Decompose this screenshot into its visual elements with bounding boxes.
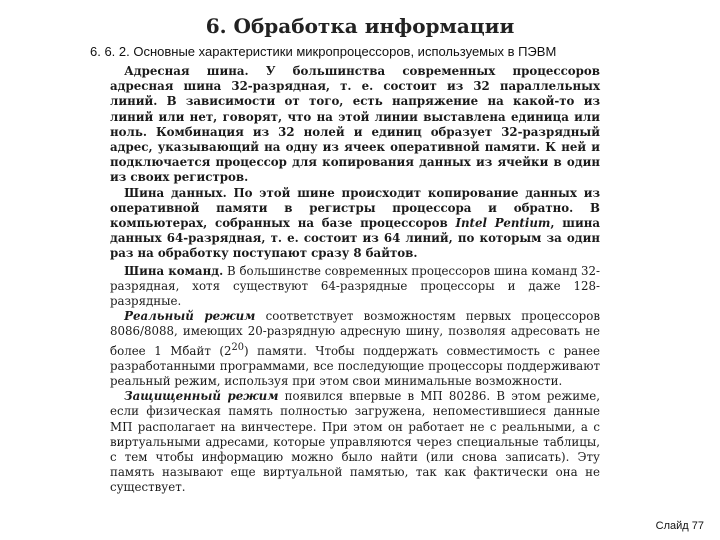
section-commands-modes <box>110 264 600 496</box>
term-data-bus: Шина данных. <box>124 185 227 200</box>
slide-title: 6. Обработка информации <box>205 14 515 38</box>
brand-intel-pentium: Intel Pentium <box>455 216 551 231</box>
text-protected-mode: появился впервые в МП 80286. В этом режиме, если физическая память полностью загружена, непоместившиеся данные МП располагает на винчестере. При этом он работает не с реальными, а с виртуальными адресами, которые управляются через специальные таблицы, с тем чтобы информацию можно было найти (или снова записать). Эту память называют еще виртуальной памятью, так как фактически она не существует. <box>110 389 600 495</box>
term-protected-mode: Защищенный режим <box>124 389 279 404</box>
text-command-bus: В большинстве современных процессоров шина команд 32-разрядная, хотя существуют 64-разрядные процессоры и даже 128-разрядные. <box>110 263 601 309</box>
text-address-bus: У большинства современных процессоров адресная шина 32-разрядная, т. е. состоит из 32 параллельных линий. В зависимости от того, есть напряжение на какой-то из линий или нет, говорят, что на этой линии выставлена единица или ноль. Комбинация из 32 нолей и единиц образует 32-разрядный адрес, указывающий на одну из ячеек оперативной памяти. К ней и подключается процессор для копирования данных из ячейки в один из своих регистров. <box>110 64 600 185</box>
slide-subtitle: 6. 6. 2. Основные характеристики микропроцессоров, используемых в ПЭВМ <box>90 44 557 59</box>
term-address-bus: Адресная шина. <box>124 64 249 78</box>
paragraph-data-bus <box>110 186 600 262</box>
paragraph-command-bus <box>110 264 600 310</box>
paragraph-address-bus <box>110 64 600 186</box>
text-real-mode-before: соответствует возможностям первых процессоров 8086/8088, имеющих 20-разрядную адресную шину, позволяя адресовать не более 1 Мбайт (2 <box>110 309 600 358</box>
exponent-20: 20 <box>231 341 245 353</box>
slide-number: Слайд 77 <box>655 520 704 532</box>
text-data-bus-after: , шина данных 64-разрядная, т. е. состоит из 64 линий, по которым за один раз на обработку поступают сразу 8 байтов. <box>110 216 601 261</box>
paragraph-real-mode <box>110 309 600 389</box>
text-data-bus-before: По этой шине происходит копирование данных из оперативной памяти в регистры процессора и обратно. В компьютерах, собранных на базе процессоров <box>110 185 600 231</box>
paragraph-protected-mode <box>110 389 600 495</box>
text-real-mode-after: ) памяти. Чтобы поддержать совместимость с ранее разработанными программами, все последующие процессоры поддерживают реальный режим, используя при этом свои минимальные возможности. <box>110 343 600 388</box>
term-real-mode: Реальный режим <box>124 309 256 324</box>
term-command-bus: Шина команд. <box>124 263 224 278</box>
scanned-text-block <box>110 64 600 496</box>
